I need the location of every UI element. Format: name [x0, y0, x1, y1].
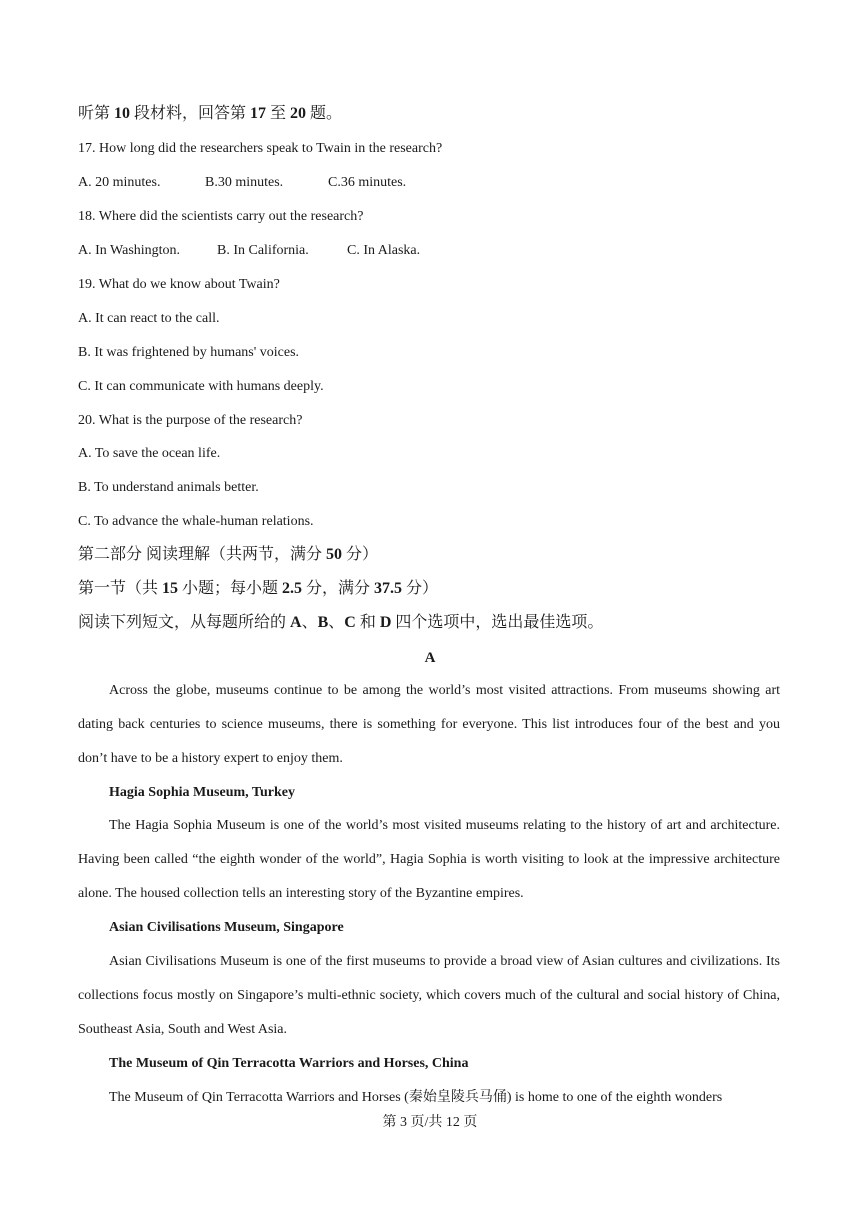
- museum-paragraph-terracotta: The Museum of Qin Terracotta Warriors and Horses (秦始皇陵兵马俑) is home to one of the eighth wonders: [109, 1090, 723, 1105]
- q18-option-c: C. In Alaska.: [347, 243, 421, 258]
- q19-option-a: A. It can react to the call.: [78, 311, 220, 326]
- reading-part-title: 第二部分 阅读理解（共两节，满分 50 分）: [78, 546, 379, 563]
- q20-stem: 20. What is the purpose of the research?: [78, 413, 303, 428]
- museum-paragraph-asian-civilisations: Asian Civilisations Museum is one of the first museums to provide a broad view of Asian cultures and civilizations. Its collections focus mostly on Singapore’s multi-ethnic society, which covers much of the cultural and social history of China, Southeast Asia, South and West Asia.: [78, 954, 780, 1037]
- q20-option-c: C. To advance the whale-human relations.: [78, 514, 314, 529]
- q19-stem: 19. What do we know about Twain?: [78, 277, 280, 292]
- reading-instruction: 阅读下列短文，从每题所给的 A、B、C 和 D 四个选项中，选出最佳选项。: [78, 614, 604, 631]
- q17-option-c: C.36 minutes.: [328, 175, 407, 190]
- museum-heading-terracotta: The Museum of Qin Terracotta Warriors and Horses, China: [109, 1056, 469, 1071]
- q18-option-b: B. In California.: [217, 243, 309, 258]
- q19-option-b: B. It was frightened by humans' voices.: [78, 345, 300, 360]
- museum-paragraph-hagia-sophia: The Hagia Sophia Museum is one of the world’s most visited museums relating to the history of art and architecture. Having been called “the eighth wonder of the world”, Hagia Sophia is worth visiting to look at the impressive architecture alone. The housed collection tells an interesting story of the Byzantine empires.: [78, 818, 780, 901]
- q17-stem: 17. How long did the researchers speak to Twain in the research?: [78, 141, 443, 156]
- q18-stem: 18. Where did the scientists carry out the research?: [78, 209, 364, 224]
- museum-heading-asian-civilisations: Asian Civilisations Museum, Singapore: [109, 920, 344, 935]
- q17-option-a: A. 20 minutes.: [78, 175, 161, 190]
- listening-intro: 听第 10 段材料，回答第 17 至 20 题。: [78, 105, 343, 122]
- reading-sub-title: 第一节（共 15 小题；每小题 2.5 分，满分 37.5 分）: [78, 580, 439, 597]
- q18-option-a: A. In Washington.: [78, 243, 181, 258]
- page-footer: 第 3 页/共 12 页: [382, 1115, 478, 1130]
- q19-option-c: C. It can communicate with humans deeply.: [78, 379, 324, 394]
- q17-option-b: B.30 minutes.: [205, 175, 284, 190]
- passage-intro-paragraph: Across the globe, museums continue to be among the world’s most visited attractions. From museums showing art dating back centuries to science museums, there is something for everyone. This list introduces four of the best and you don’t have to be a history expert to enjoy them.: [78, 683, 780, 766]
- q20-option-b: B. To understand animals better.: [78, 480, 259, 495]
- museum-heading-hagia-sophia: Hagia Sophia Museum, Turkey: [109, 785, 295, 800]
- passage-letter: A: [424, 650, 436, 666]
- q20-option-a: A. To save the ocean life.: [78, 446, 221, 461]
